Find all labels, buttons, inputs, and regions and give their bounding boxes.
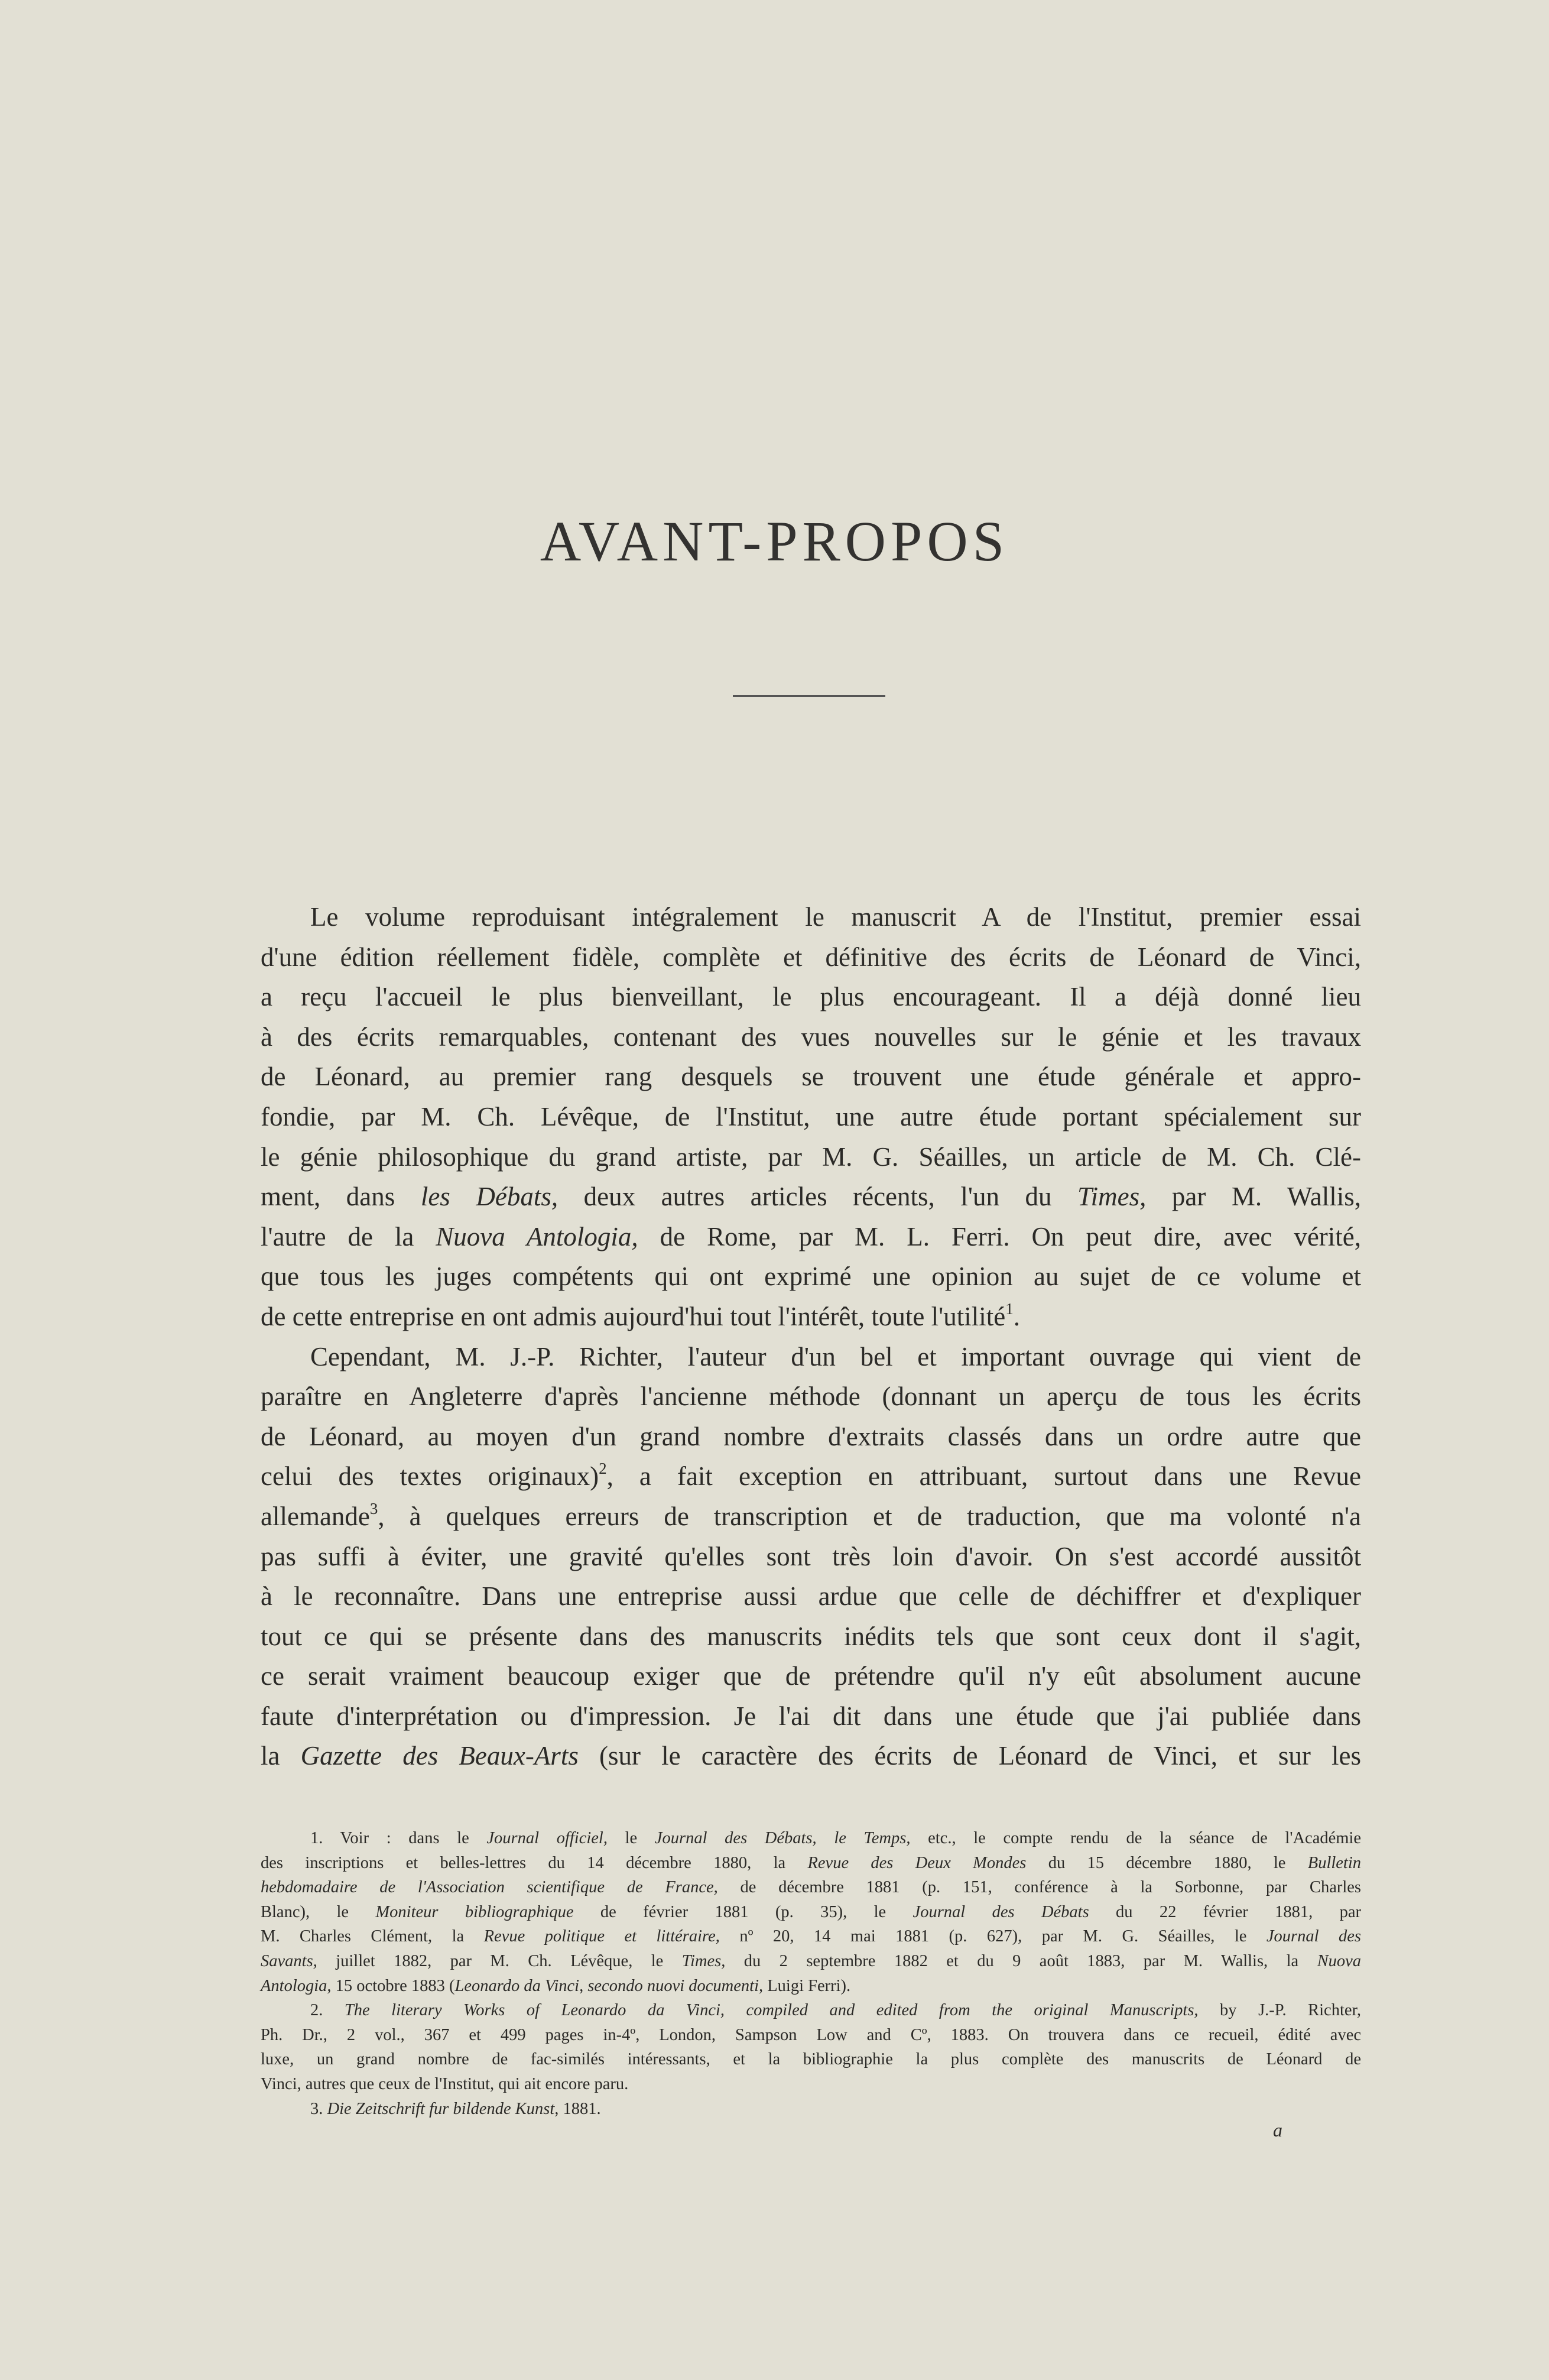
- text: 15 octobre 1883 (: [331, 1976, 455, 1995]
- footnote-line: [261, 1924, 1361, 1949]
- body-line: [261, 1017, 1361, 1058]
- body-line: [261, 938, 1361, 978]
- body-line: [261, 1337, 1361, 1377]
- body-text: [261, 897, 1361, 1776]
- italic-text: The literary Works of Leonardo da Vinci, compiled and edited from the original Manuscripts,: [344, 2001, 1199, 2020]
- text: de février 1881 (p. 35), le: [573, 1902, 913, 1921]
- text: , a fait exception en attribuant, surtout dans une Revue: [606, 1461, 1361, 1491]
- text: deux autres articles récents, l'un du: [558, 1182, 1078, 1212]
- footnote-line: [261, 1875, 1361, 1900]
- body-line: [261, 1417, 1361, 1457]
- text: tout ce qui se présente dans des manuscrits inédits tels que sont ceux dont il s'agit,: [261, 1621, 1361, 1651]
- footnote-line: [261, 2023, 1361, 2048]
- text: a reçu l'accueil le plus bienveillant, le plus encourageant. Il a déjà donné lieu: [261, 982, 1361, 1012]
- italic-text: Moniteur bibliographique: [375, 1902, 574, 1921]
- footnote-reference: 2: [599, 1460, 607, 1478]
- text: à le reconnaître. Dans une entreprise aussi ardue que celle de déchiffrer et d'expliquer: [261, 1581, 1361, 1611]
- footnote-line: [261, 1826, 1361, 1851]
- text: ce serait vraiment beaucoup exiger que de prétendre qu'il n'y eût absolument aucune: [261, 1661, 1361, 1691]
- text: à des écrits remarquables, contenant des vues nouvelles sur le génie et les travaux: [261, 1022, 1361, 1052]
- title-rule-divider: [733, 695, 885, 697]
- footnote-line: [261, 1949, 1361, 1974]
- italic-text: Revue des Deux Mondes: [807, 1853, 1027, 1872]
- text: Ph. Dr., 2 vol., 367 et 499 pages in-4º, London, Sampson Low and Cº, 1883. On trouvera dans ce recueil, édité avec: [261, 2025, 1361, 2044]
- text: celui des textes originaux): [261, 1461, 599, 1491]
- body-line: [261, 1617, 1361, 1657]
- body-line: [261, 1537, 1361, 1577]
- italic-text: Antologia,: [261, 1976, 332, 1995]
- text: by J.-P. Richter,: [1198, 2001, 1361, 2020]
- body-line: [261, 1057, 1361, 1097]
- italic-text: Die Zeitschrift fur bildende Kunst,: [327, 2099, 559, 2118]
- text: 1881.: [558, 2099, 601, 2118]
- footnote-paragraph: [261, 1998, 1361, 2096]
- text: des inscriptions et belles-lettres du 14 décembre 1880, la: [261, 1853, 808, 1872]
- footnote-line: [261, 2097, 1361, 2122]
- text: (sur le caractère des écrits de Léonard de Vinci, et sur les: [578, 1741, 1361, 1771]
- body-line: [261, 1297, 1361, 1337]
- text: l'autre de la: [261, 1221, 436, 1251]
- italic-text: Gazette des Beaux-Arts: [300, 1741, 579, 1771]
- text: nº 20, 14 mai 1881 (p. 627), par M. G. Séailles, le: [719, 1927, 1267, 1946]
- body-line: [261, 1217, 1361, 1257]
- text: Luigi Ferri).: [763, 1976, 851, 1995]
- body-line: [261, 1656, 1361, 1697]
- text: de décembre 1881 (p. 151, conférence à la Sorbonne, par Charles: [717, 1878, 1361, 1897]
- body-line: [261, 1736, 1361, 1776]
- body-line: [261, 1137, 1361, 1178]
- body-paragraph: [261, 1337, 1361, 1777]
- body-line: [261, 977, 1361, 1017]
- text: du 2 septembre 1882 et du 9 août 1883, par M. Wallis, la: [725, 1951, 1317, 1970]
- text: que tous les juges compétents qui ont exprimé une opinion au sujet de ce volume et: [261, 1262, 1361, 1292]
- text: pas suffi à éviter, une gravité qu'elles sont très loin d'avoir. On s'est accordé aussitôt: [261, 1541, 1361, 1571]
- footnote-line: [261, 1851, 1361, 1876]
- text: M. Charles Clément, la: [261, 1927, 484, 1946]
- text: etc., le compte rendu de la séance de l'Académie: [910, 1829, 1361, 1847]
- text: de Léonard, au premier rang desquels se trouvent une étude générale et appro-: [261, 1062, 1361, 1092]
- text: du 15 décembre 1880, le: [1026, 1853, 1308, 1872]
- text: faute d'interprétation ou d'impression. Je l'ai dit dans une étude que j'ai publiée dans: [261, 1701, 1361, 1731]
- text: Vinci, autres que ceux de l'Institut, qui ait encore paru.: [261, 2074, 629, 2093]
- footnote-reference: 3: [369, 1500, 378, 1518]
- signature-mark: a: [1273, 2119, 1282, 2141]
- text: Le volume reproduisant intégralement le manuscrit A de l'Institut, premier essai: [310, 902, 1361, 932]
- body-line: [261, 1457, 1361, 1497]
- text: juillet 1882, par M. Ch. Lévêque, le: [317, 1951, 682, 1970]
- text: ment, dans: [261, 1182, 421, 1212]
- italic-text: les Débats,: [420, 1182, 558, 1212]
- italic-text: Savants,: [261, 1951, 317, 1970]
- italic-text: Journal officiel,: [486, 1829, 608, 1847]
- body-line: [261, 1697, 1361, 1737]
- italic-text: Nuova: [1317, 1951, 1361, 1970]
- body-line: [261, 897, 1361, 938]
- footnote-line: [261, 2072, 1361, 2097]
- body-line: [261, 1577, 1361, 1617]
- body-line: [261, 1097, 1361, 1137]
- text: paraître en Angleterre d'après l'ancienne méthode (donnant un aperçu de tous les écrits: [261, 1382, 1361, 1412]
- body-line: [261, 1377, 1361, 1417]
- text: fondie, par M. Ch. Lévêque, de l'Institut, une autre étude portant spécialement sur: [261, 1101, 1361, 1131]
- text: 3.: [310, 2099, 327, 2118]
- text: d'une édition réellement fidèle, complète et définitive des écrits de Léonard de Vinci,: [261, 942, 1361, 972]
- text: , à quelques erreurs de transcription et de traduction, que ma volonté n'a: [378, 1501, 1361, 1531]
- footnote-line: [261, 2047, 1361, 2072]
- italic-text: Times,: [681, 1951, 726, 1970]
- footnotes: [261, 1826, 1361, 2121]
- italic-text: hebdomadaire de l'Association scientifique de France,: [261, 1878, 718, 1897]
- italic-text: Journal des Débats, le Temps,: [654, 1829, 911, 1847]
- text: le génie philosophique du grand artiste, par M. G. Séailles, un article de M. Ch. Clé-: [261, 1142, 1361, 1172]
- text: allemande: [261, 1501, 370, 1531]
- italic-text: Leonardo da Vinci, secondo nuovi documenti,: [454, 1976, 764, 1995]
- text: de Léonard, au moyen d'un grand nombre d'extraits classés dans un ordre autre que: [261, 1421, 1361, 1451]
- text: de cette entreprise en ont admis aujourd'hui tout l'intérêt, toute l'utilité: [261, 1301, 1006, 1331]
- body-line: [261, 1177, 1361, 1217]
- italic-text: Journal des Débats: [912, 1902, 1089, 1921]
- footnote-line: [261, 1900, 1361, 1925]
- italic-text: Nuova Antologia,: [436, 1221, 638, 1251]
- footnote-paragraph: [261, 2097, 1361, 2122]
- text: 1. Voir : dans le: [310, 1829, 487, 1847]
- text: 2.: [310, 2001, 345, 2020]
- body-line: [261, 1497, 1361, 1537]
- footnote-line: [261, 1998, 1361, 2023]
- italic-text: Times,: [1077, 1182, 1147, 1212]
- italic-text: Revue politique et littéraire,: [483, 1927, 720, 1946]
- italic-text: Bulletin: [1307, 1853, 1362, 1872]
- page-title: AVANT-PROPOS: [540, 510, 1009, 573]
- footnote-reference: 1: [1005, 1300, 1014, 1318]
- text: du 22 février 1881, par: [1089, 1902, 1362, 1921]
- body-paragraph: [261, 897, 1361, 1337]
- italic-text: Journal des: [1266, 1927, 1361, 1946]
- footnote-paragraph: [261, 1826, 1361, 1998]
- text: Cependant, M. J.-P. Richter, l'auteur d'un bel et important ouvrage qui vient de: [310, 1341, 1361, 1371]
- text: la: [261, 1741, 301, 1771]
- text: de Rome, par M. L. Ferri. On peut dire, avec vérité,: [638, 1221, 1362, 1251]
- text: .: [1013, 1301, 1020, 1331]
- footnote-line: [261, 1974, 1361, 1999]
- text: luxe, un grand nombre de fac-similés intéressants, et la bibliographie la plus complète des manuscrits de Léonard de: [261, 2050, 1361, 2069]
- text: le: [607, 1829, 655, 1847]
- body-line: [261, 1257, 1361, 1297]
- text: par M. Wallis,: [1146, 1182, 1361, 1212]
- text: Blanc), le: [261, 1902, 376, 1921]
